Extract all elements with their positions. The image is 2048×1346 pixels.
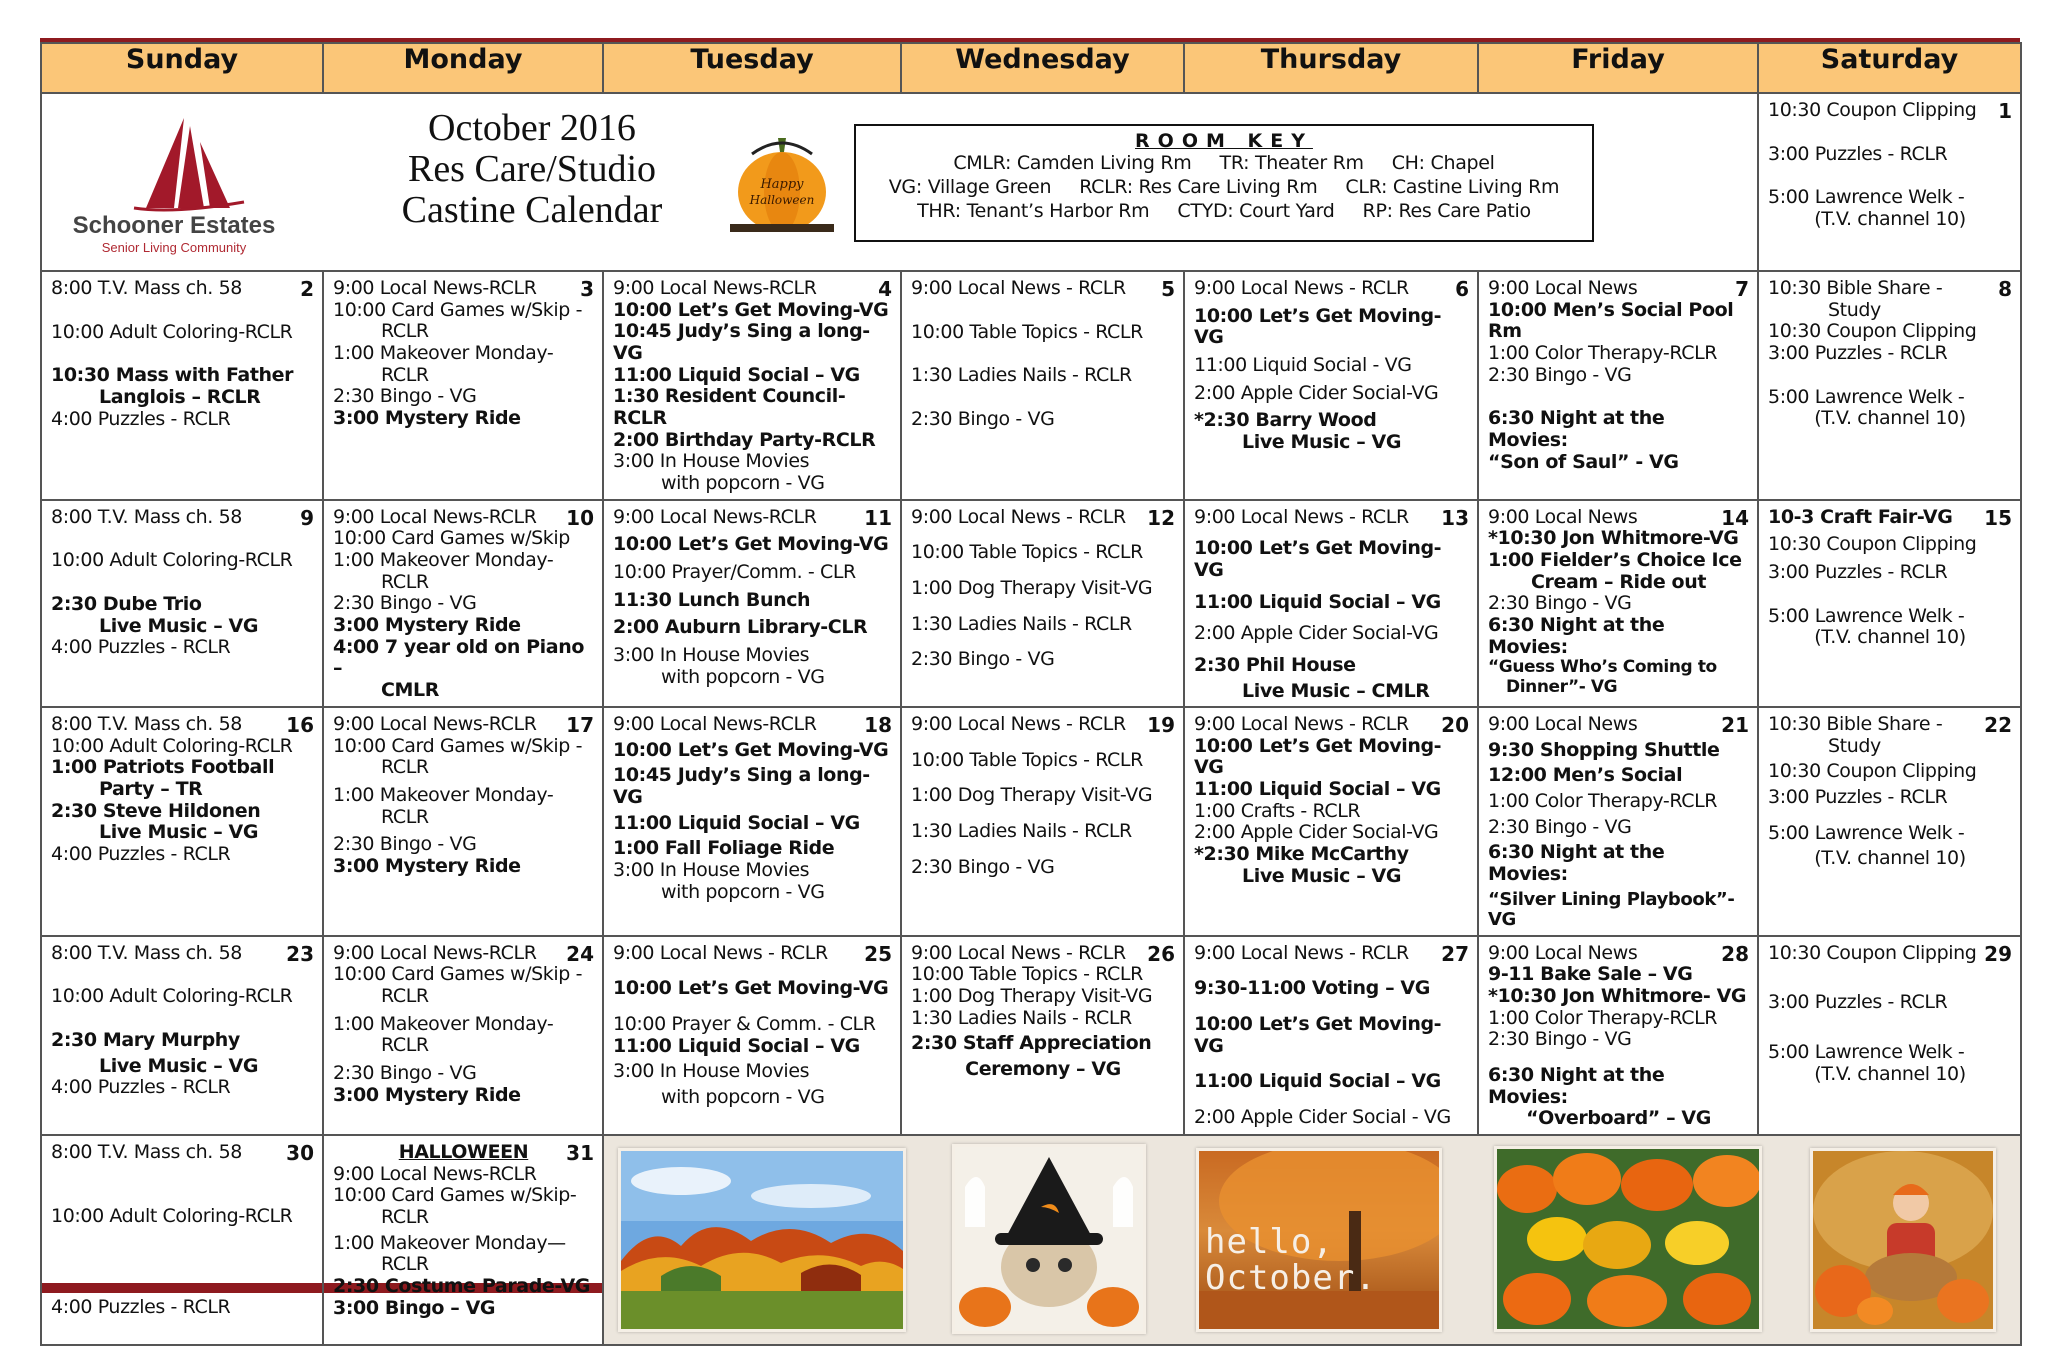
event: 9:00 Local News - RCLR (613, 941, 828, 964)
day-number: 12 (1147, 505, 1175, 530)
week-row-2 (41, 271, 2021, 500)
room-key-rp: RP: Res Care Patio (1362, 199, 1531, 222)
event: 10:45 Judy’s Sing a long-VG (613, 764, 870, 809)
event: 2:30 Bingo - VG (333, 385, 477, 408)
autumn-trees-photo-icon (618, 1148, 906, 1332)
event: 10:00 Let’s Get Moving-VG (1194, 537, 1442, 581)
event: 10:00 Let’s Get Moving-VG (1194, 734, 1442, 779)
weekday-saturday: Saturday (1758, 43, 2021, 93)
calendar-title (362, 108, 702, 231)
event: 1:00 Fall Foliage Ride (613, 837, 835, 860)
event: 3:00 Puzzles - RCLR (1768, 991, 1948, 1014)
happy-halloween-pumpkin-icon (722, 124, 842, 244)
day-number: 27 (1441, 941, 1469, 966)
event: 10:30 Coupon Clipping (1768, 533, 1977, 556)
event: 1:30 Ladies Nails - RCLR (911, 612, 1132, 635)
day-number: 10 (566, 505, 594, 530)
pumpkin-happy-text: Happy (760, 177, 804, 192)
event: Study (1828, 734, 1881, 757)
weekday-friday: Friday (1478, 43, 1758, 93)
event: 11:00 Liquid Social – VG (613, 811, 860, 834)
weekday-tuesday: Tuesday (603, 43, 901, 93)
title-line-2: Res Care/Studio (407, 148, 657, 191)
event: 6:30 Night at the Movies: (1488, 407, 1665, 451)
event: 1:30 Resident Council-RCLR (613, 385, 846, 429)
day-cell-31 (323, 1135, 603, 1345)
weekday-header-row (41, 43, 2021, 93)
room-key-tr: TR: Theater Rm (1219, 152, 1364, 174)
event: RCLR (381, 805, 429, 828)
event: 3:00 In House Movies (613, 859, 810, 882)
event: 5:00 Lawrence Welk - (1768, 1041, 1965, 1064)
event: 10:00 Card Games w/Skip (333, 527, 570, 550)
event: 6:30 Night at the Movies: (1488, 841, 1665, 886)
event: 9:00 Local News - RCLR (1194, 941, 1409, 964)
event: 3:00 Mystery Ride (333, 613, 521, 636)
event: with popcorn - VG (661, 471, 825, 494)
event: 9:00 Local News-RCLR (333, 505, 537, 528)
event: Live Music – VG (1242, 430, 1402, 453)
day-number: 17 (566, 713, 594, 738)
event: 4:00 Puzzles - RCLR (51, 843, 231, 866)
week-row-5 (41, 936, 2021, 1135)
event: 10:00 Let’s Get Moving-VG (613, 977, 889, 1000)
event: Party – TR (99, 778, 203, 801)
event: 11:00 Liquid Social – VG (613, 1034, 860, 1057)
day-cell-7 (1478, 271, 1758, 500)
event: 1:00 Dog Therapy Visit-VG (911, 784, 1153, 807)
day-cell-13 (1184, 500, 1478, 708)
baby-with-pumpkins-photo-icon (1810, 1148, 1996, 1332)
pumpkin-halloween-text: Halloween (749, 193, 815, 207)
event: *10:30 Jon Whitmore-VG (1488, 527, 1739, 550)
title-line-1: October 2016 (428, 107, 636, 149)
day-cell-18 (603, 707, 901, 936)
event: 3:00 In House Movies (613, 450, 810, 473)
event: 1:00 Makeover Monday- (333, 341, 554, 364)
hello-october-photo (1196, 1148, 1442, 1332)
event: 1:00 Makeover Monday- (333, 548, 554, 571)
day-cell-27 (1184, 936, 1478, 1135)
event: 9:30-11:00 Voting – VG (1194, 977, 1430, 1000)
event: Cream – Ride out (1530, 570, 1707, 593)
event: 3:00 Puzzles - RCLR (1768, 341, 1948, 364)
event: 8:00 T.V. Mass ch. 58 (51, 713, 242, 736)
event: 3:00 Mystery Ride (333, 406, 521, 429)
event: 10-3 Craft Fair-VG (1768, 505, 1953, 528)
event: 6:30 Night at the Movies: (1488, 613, 1665, 658)
event: (T.V. channel 10) (1814, 847, 1966, 870)
event: 2:30 Bingo - VG (1488, 815, 1632, 838)
event: RCLR (381, 1206, 429, 1228)
event: 10:00 Table Topics - RCLR (911, 963, 1143, 986)
room-key-line-1 (856, 152, 1592, 176)
event: 1:00 Color Therapy-RCLR (1488, 790, 1718, 813)
event: 10:00 Prayer & Comm. - CLR (613, 1013, 876, 1036)
event: 3:00 In House Movies (613, 1060, 810, 1083)
event: 2:30 Steve Hildonen (51, 799, 261, 822)
day-cell-11 (603, 500, 901, 708)
day-cell-24 (323, 936, 603, 1135)
event: 10:45 Judy’s Sing a long-VG (613, 320, 870, 364)
event: 11:00 Liquid Social – VG (1194, 590, 1441, 613)
event: 4:00 7 year old on Piano – (333, 635, 585, 680)
event: 4:00 Puzzles - RCLR (51, 1296, 231, 1319)
day-cell-15 (1758, 500, 2021, 708)
event: 2:30 Phil House (1194, 653, 1356, 676)
day-cell-17 (323, 707, 603, 936)
hello-october-caption: hello, October. (1205, 1222, 1377, 1298)
event: 2:30 Mary Murphy (51, 1029, 240, 1052)
day-cell-30 (41, 1135, 323, 1345)
event: 1:00 Makeover Monday- (333, 784, 554, 807)
room-key-line-2 (856, 176, 1592, 200)
event: 11:00 Liquid Social - VG (1194, 353, 1412, 376)
day-number: 26 (1147, 941, 1175, 966)
event: Langlois – RCLR (99, 385, 261, 408)
event: 10:00 Let’s Get Moving-VG (613, 738, 889, 761)
day-number: 18 (864, 713, 892, 738)
halloween-kitten-photo-icon (952, 1144, 1146, 1334)
event: 11:00 Liquid Social – VG (1194, 1070, 1441, 1093)
event: 10:30 Mass with Father (51, 364, 294, 387)
event: Study (1828, 298, 1881, 321)
day-number: 19 (1147, 713, 1175, 738)
event: 5:00 Lawrence Welk - (1768, 385, 1965, 408)
logo-tagline: Senior Living Community (101, 240, 247, 255)
event: 2:30 Bingo - VG (911, 855, 1055, 878)
event: 11:00 Liquid Social – VG (1194, 778, 1441, 801)
event: 1:00 Color Therapy-RCLR (1488, 1006, 1718, 1029)
event: 2:30 Bingo - VG (333, 1062, 477, 1085)
event: RCLR (381, 320, 429, 343)
room-key-ch: CH: Chapel (1391, 152, 1495, 174)
event: 10:00 Men’s Social Pool Rm (1488, 298, 1734, 343)
event: 9:00 Local News-RCLR (333, 277, 537, 299)
day-cell-28 (1478, 936, 1758, 1135)
event: RCLR (381, 570, 429, 593)
event: 9:00 Local News - RCLR (911, 713, 1126, 736)
room-key-title: ROOM KEY (1135, 130, 1313, 152)
event: 9:00 Local News-RCLR (333, 713, 537, 736)
day-number: 22 (1984, 713, 2012, 738)
event: 1:00 Fielder’s Choice Ice (1488, 548, 1742, 571)
event: RCLR (381, 756, 429, 779)
event: RCLR (381, 363, 429, 386)
day-number: 25 (864, 941, 892, 966)
event: 11:00 Liquid Social – VG (613, 363, 860, 386)
event: 3:00 Mystery Ride (333, 855, 521, 878)
event: 3:00 Puzzles - RCLR (1768, 142, 1948, 165)
event: 10:00 Let’s Get Moving-VG (1194, 304, 1442, 349)
event: 2:30 Bingo - VG (1488, 1028, 1632, 1051)
event: 6:30 Night at the Movies: (1488, 1064, 1665, 1108)
event: (T.V. channel 10) (1814, 207, 1966, 230)
day-cell-14 (1478, 500, 1758, 708)
week-row-1 (41, 93, 2021, 271)
event: 2:30 Costume Parade-VG (333, 1274, 591, 1297)
event: Live Music – VG (1242, 864, 1402, 887)
event: 10:30 Coupon Clipping (1768, 760, 1977, 783)
event: 1:00 Dog Therapy Visit-VG (911, 985, 1153, 1008)
event: 10:00 Adult Coloring-RCLR (51, 549, 293, 572)
event: 8:00 T.V. Mass ch. 58 (51, 1141, 242, 1164)
day-number: 14 (1721, 505, 1749, 530)
event: 9:00 Local News - RCLR (911, 505, 1126, 528)
event: 10:00 Card Games w/Skip - (333, 734, 583, 757)
room-key-cmlr: CMLR: Camden Living Rm (953, 152, 1192, 174)
room-key-line-3 (856, 200, 1592, 224)
event: Live Music – VG (99, 821, 259, 844)
day-number: 21 (1721, 713, 1749, 738)
calendar-grid (40, 42, 2022, 1346)
day-number: 1 (1998, 99, 2012, 123)
day-number: 8 (1998, 277, 2012, 301)
logo-name: Schooner Estates (72, 212, 276, 239)
event: 9:00 Local News (1488, 941, 1638, 964)
event: 2:00 Apple Cider Social-VG (1194, 622, 1439, 645)
event: 3:00 Puzzles - RCLR (1768, 560, 1948, 583)
event: 8:00 T.V. Mass ch. 58 (51, 941, 242, 964)
event: 9:00 Local News (1488, 713, 1638, 736)
event: 10:00 Card Games w/Skip - (333, 963, 583, 986)
event: 3:00 Mystery Ride (333, 1083, 521, 1106)
event: 1:00 Makeover Monday— (333, 1231, 566, 1254)
room-key-ctyd: CTYD: Court Yard (1177, 199, 1335, 222)
event: 8:00 T.V. Mass ch. 58 (51, 277, 242, 299)
day-number: 9 (300, 505, 314, 530)
autumn-photo-strip (603, 1135, 2021, 1345)
event: 10:00 Card Games w/Skip- (333, 1184, 577, 1207)
event: Live Music – VG (99, 614, 259, 637)
pumpkin-patch-photo-icon (1494, 1146, 1762, 1332)
event: 1:30 Ladies Nails - RCLR (911, 820, 1132, 843)
day-number: 3 (580, 277, 594, 301)
event: 2:30 Bingo - VG (333, 833, 477, 856)
room-key-thr: THR: Tenant’s Harbor Rm (917, 199, 1150, 222)
event: 1:00 Color Therapy-RCLR (1488, 341, 1718, 364)
day-number: 13 (1441, 505, 1469, 530)
day-cell-9 (41, 500, 323, 708)
day-cell-25 (603, 936, 901, 1135)
calendar-banner (41, 93, 1758, 271)
day-cell-4 (603, 271, 901, 500)
event: 5:00 Lawrence Welk - (1768, 821, 1965, 844)
event: RCLR (381, 1034, 429, 1057)
event: *2:30 Barry Wood (1194, 409, 1377, 432)
event: 1:00 Dog Therapy Visit-VG (911, 576, 1153, 599)
event: with popcorn - VG (661, 665, 825, 688)
event: 9:00 Local News - RCLR (1194, 505, 1409, 528)
event: 10:00 Table Topics - RCLR (911, 541, 1143, 564)
event: 1:30 Ladies Nails - RCLR (911, 1006, 1132, 1029)
event: 2:00 Birthday Party-RCLR (613, 428, 876, 451)
event: with popcorn - VG (661, 880, 825, 903)
weekday-thursday: Thursday (1184, 43, 1478, 93)
event: 10:30 Coupon Clipping (1768, 99, 1977, 121)
event: 2:30 Dube Trio (51, 592, 202, 615)
event: 2:30 Bingo - VG (1488, 363, 1632, 386)
event: 10:00 Adult Coloring-RCLR (51, 320, 293, 343)
event: 2:00 Apple Cider Social-VG (1194, 381, 1439, 404)
event: Ceremony – VG (965, 1058, 1121, 1081)
day-cell-20 (1184, 707, 1478, 936)
day-number: 20 (1441, 713, 1469, 738)
event: 2:00 Apple Cider Social - VG (1194, 1106, 1451, 1129)
event: 5:00 Lawrence Welk - (1768, 186, 1965, 209)
event: Live Music – CMLR (1242, 679, 1430, 702)
day-cell-16 (41, 707, 323, 936)
event: 9:00 Local News-RCLR (613, 505, 817, 528)
event: 1:00 Patriots Football (51, 756, 275, 779)
event: 10:30 Coupon Clipping (1768, 941, 1977, 964)
day-number: 5 (1161, 277, 1175, 301)
room-key-clr: CLR: Castine Living Rm (1345, 175, 1560, 198)
day-number: 23 (286, 941, 314, 966)
day-number: 30 (286, 1141, 314, 1166)
event: 10:00 Card Games w/Skip - (333, 298, 583, 321)
event: 8:00 T.V. Mass ch. 58 (51, 505, 242, 528)
event: RCLR (381, 985, 429, 1008)
day-number: 16 (286, 713, 314, 738)
event: with popcorn - VG (661, 1086, 825, 1109)
event: 9:00 Local News (1488, 277, 1638, 299)
day-cell-29 (1758, 936, 2021, 1135)
event: 1:00 Crafts - RCLR (1194, 799, 1361, 822)
event: 9:00 Local News - RCLR (1194, 713, 1409, 736)
day-cell-5 (901, 271, 1184, 500)
day-cell-3 (323, 271, 603, 500)
event: 3:00 In House Movies (613, 643, 810, 666)
event: 4:00 Puzzles - RCLR (51, 636, 231, 659)
week-row-6 (41, 1135, 2021, 1345)
event: 10:00 Adult Coloring-RCLR (51, 985, 293, 1008)
event: 10:00 Table Topics - RCLR (911, 748, 1143, 771)
event: 9:00 Local News - RCLR (911, 941, 1126, 964)
day-cell-21 (1478, 707, 1758, 936)
event: “Son of Saul” - VG (1488, 450, 1679, 473)
event: 10:00 Let’s Get Moving-VG (613, 533, 889, 556)
event: 9:00 Local News-RCLR (613, 277, 817, 299)
sailboat-logo-icon (54, 112, 294, 212)
event: 11:30 Lunch Bunch (613, 588, 811, 611)
event: 9:00 Local News - RCLR (911, 277, 1126, 299)
event: 10:30 Bible Share - (1768, 713, 1943, 736)
event: (T.V. channel 10) (1814, 1062, 1966, 1085)
day-cell-12 (901, 500, 1184, 708)
event: CMLR (381, 678, 439, 701)
event: RCLR (381, 1253, 429, 1276)
event: 10:00 Let’s Get Moving-VG (613, 298, 889, 321)
day-cell-10 (323, 500, 603, 708)
day-number: 7 (1735, 277, 1749, 301)
event: 2:30 Bingo - VG (1488, 592, 1632, 615)
day-number: 28 (1721, 941, 1749, 966)
event: 2:00 Auburn Library-CLR (613, 616, 868, 639)
event: 12:00 Men’s Social (1488, 764, 1683, 787)
day-number: 31 (566, 1141, 594, 1166)
event: 10:00 Adult Coloring-RCLR (51, 1204, 293, 1227)
day-number: 29 (1984, 941, 2012, 966)
day-cell-26 (901, 936, 1184, 1135)
day-number: 15 (1984, 505, 2012, 530)
event: 4:00 Puzzles - RCLR (51, 407, 231, 430)
day-cell-19 (901, 707, 1184, 936)
event: 3:00 Puzzles - RCLR (1768, 786, 1948, 809)
event: 9:00 Local News-RCLR (613, 713, 817, 736)
event: 9:00 Local News-RCLR (333, 941, 537, 964)
day-cell-2 (41, 271, 323, 500)
event: 9-11 Bake Sale – VG (1488, 963, 1693, 986)
schooner-logo (54, 112, 294, 262)
event: Dinner”- VG (1506, 676, 1618, 697)
event: *10:30 Jon Whitmore- VG (1488, 985, 1747, 1008)
event: 10:00 Adult Coloring-RCLR (51, 734, 293, 757)
day-cell-1 (1758, 93, 2021, 271)
event: 3:00 Bingo – VG (333, 1296, 496, 1319)
event: “Guess Who’s Coming to (1488, 657, 1717, 678)
event: 10:00 Prayer/Comm. - CLR (613, 560, 856, 583)
event: 2:30 Bingo - VG (911, 407, 1055, 430)
event: 2:30 Bingo - VG (333, 592, 477, 615)
day-cell-8 (1758, 271, 2021, 500)
day-cell-22 (1758, 707, 2021, 936)
title-line-3: Castine Calendar (401, 189, 663, 232)
event: 5:00 Lawrence Welk - (1768, 604, 1965, 627)
week-row-3 (41, 500, 2021, 708)
event: Live Music – VG (99, 1054, 259, 1077)
event: 10:30 Coupon Clipping (1768, 320, 1977, 343)
weekday-monday: Monday (323, 43, 603, 93)
event: 1:30 Ladies Nails - RCLR (911, 364, 1132, 387)
weekday-wednesday: Wednesday (901, 43, 1184, 93)
room-key-vg: VG: Village Green (888, 175, 1052, 198)
event: 10:00 Let’s Get Moving-VG (1194, 1013, 1442, 1057)
calendar (40, 38, 2020, 1319)
event: 9:00 Local News-RCLR (333, 1162, 537, 1185)
event: *2:30 Mike McCarthy (1194, 843, 1409, 866)
event: “Overboard” – VG (1526, 1107, 1711, 1130)
event: (T.V. channel 10) (1814, 407, 1966, 430)
event-halloween: HALLOWEEN (398, 1141, 529, 1164)
event: 10:30 Bible Share - (1768, 277, 1943, 299)
event: 2:00 Apple Cider Social-VG (1194, 821, 1439, 844)
day-cell-23 (41, 936, 323, 1135)
day-number: 4 (878, 277, 892, 301)
event: 9:30 Shopping Shuttle (1488, 738, 1720, 761)
day-number: 6 (1455, 277, 1469, 301)
event: 4:00 Puzzles - RCLR (51, 1076, 231, 1099)
day-number: 24 (566, 941, 594, 966)
event: 2:30 Staff Appreciation (911, 1032, 1152, 1055)
event: 10:00 Table Topics - RCLR (911, 320, 1143, 343)
day-number: 11 (864, 505, 892, 530)
event: 9:00 Local News - RCLR (1194, 277, 1409, 299)
weekday-sunday: Sunday (41, 43, 323, 93)
event: 9:00 Local News (1488, 505, 1638, 528)
event: “Silver Lining Playbook”-VG (1488, 888, 1735, 931)
event: 1:00 Makeover Monday- (333, 1012, 554, 1035)
day-cell-6 (1184, 271, 1478, 500)
room-key (854, 124, 1594, 242)
event: 2:30 Bingo - VG (911, 648, 1055, 671)
day-number: 2 (300, 277, 314, 301)
week-row-4 (41, 707, 2021, 936)
room-key-rclr: RCLR: Res Care Living Rm (1079, 175, 1318, 198)
event: (T.V. channel 10) (1814, 626, 1966, 649)
